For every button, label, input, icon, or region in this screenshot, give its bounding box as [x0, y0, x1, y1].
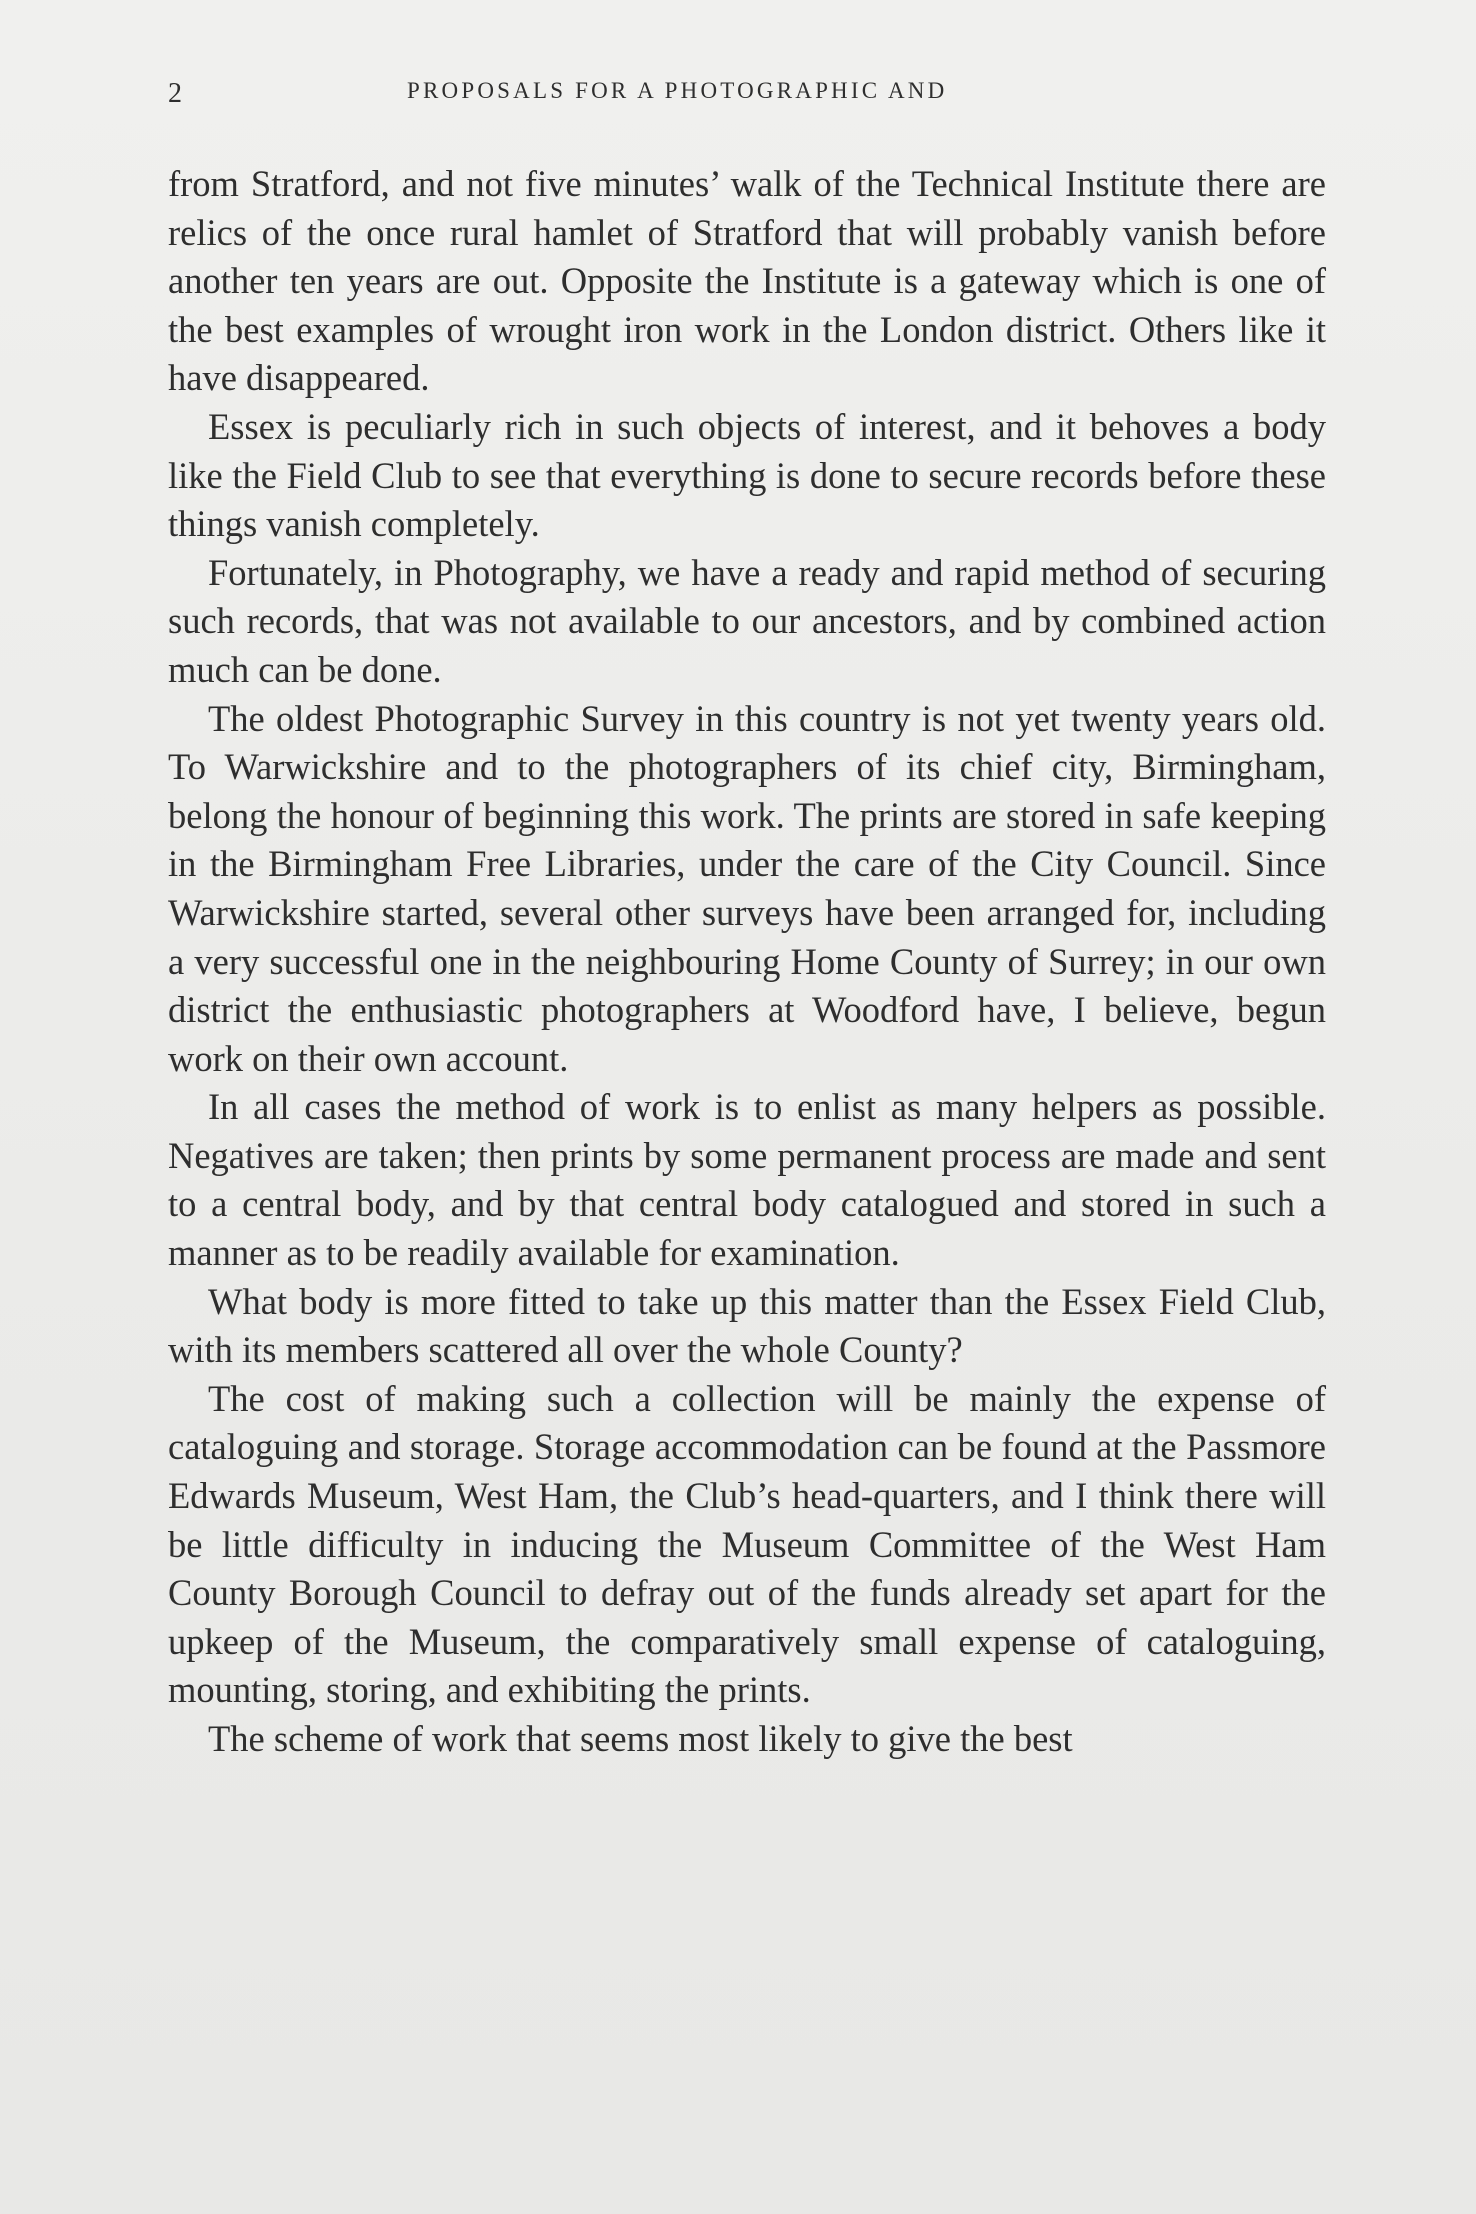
page-number: 2 — [168, 78, 183, 109]
paragraph: Fortunately, in Photography, we have a ready and rapid method of securing such records, that was not available to our ancestors, and by combined action much can be done. — [168, 551, 1326, 690]
body-text — [168, 160, 1326, 1764]
paragraph: Essex is peculiarly rich in such objects of interest, and it behoves a body like the Field Club to see that everything is done to secure records before these things vanish completely. — [168, 405, 1326, 545]
paragraph: from Stratford, and not five minutes’ walk of the Technical Institute there are relics of the once rural hamlet of Stratford that will probably vanish before another ten years are out. Opposite the Institute is a gateway which is one of the best examples of wrought iron work in the London district. Others like it have disappeared. — [168, 163, 1326, 399]
running-head — [168, 78, 1333, 118]
running-title: PROPOSALS FOR A PHOTOGRAPHIC AND — [407, 78, 948, 103]
paragraph: The cost of making such a collection will be mainly the expense of cataloguing and storage. Storage accommodation can be found at the Passmore Edwards Museum, West Ham, the Club’s head-quarters, and I think there will be little difficulty in inducing the Museum Committee of the West Ham County Borough Council to defray out of the funds already set apart for the upkeep of the Museum, the comparatively small expense of cataloguing, mounting, storing, and exhibiting the prints. — [168, 1377, 1326, 1711]
paragraph: The oldest Photographic Survey in this country is not yet twenty years old. To Warwickshire and to the photographers of its chief city, Birmingham, belong the honour of beginning this work. The prints are stored in safe keeping in the Birmingham Free Libraries, under the care of the City Council. Since Warwickshire started, several other surveys have been arranged for, including a very successful one in the neighbouring Home County of Surrey; in our own district the enthusiastic photographers at Woodford have, I believe, begun work on their own account. — [168, 697, 1326, 1079]
paragraph: The scheme of work that seems most likely to give the best — [208, 1718, 1073, 1759]
paragraph: What body is more fitted to take up this matter than the Essex Field Club, with its members scattered all over the whole County? — [168, 1280, 1326, 1371]
paragraph: In all cases the method of work is to enlist as many helpers as possible. Negatives are taken; then prints by some permanent process are made and sent to a central body, and by that central body catalogued and stored in such a manner as to be readily available for examination. — [168, 1086, 1326, 1274]
